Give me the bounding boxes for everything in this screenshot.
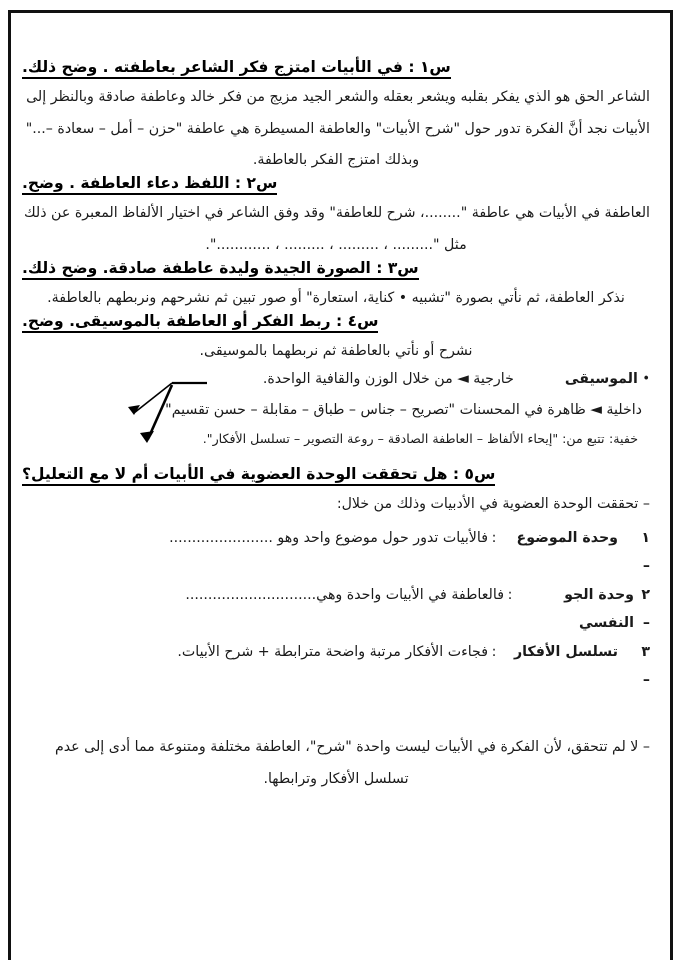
page-border-top (8, 10, 673, 13)
question-1-answer-line-2: الأبيات نجد أنَّ الفكرة تدور حول "شرح الأبيات" والعاطفة المسيطرة هي عاطفة "حزن – أمل – سعادة –..." (25, 120, 650, 137)
diagram-row-external (263, 369, 650, 387)
question-3-heading-text: س٣ : الصورة الجيدة وليدة عاطفة صادقة. وضح ذلك. (22, 259, 419, 280)
page-border-right (670, 10, 673, 960)
list-item-1-desc: فالأبيات تدور حول موضوع واحد وهو ....................... (169, 529, 488, 546)
list-item-2-index: ٢ – (641, 586, 650, 632)
question-2-heading (22, 174, 650, 197)
music-branch-diagram (22, 369, 650, 465)
question-5-heading (22, 465, 650, 488)
list-item-2-desc: فالعاطفة في الأبيات واحدة وهي............................. (185, 586, 504, 603)
question-2-heading-text: س٢ : اللفظ دعاء العاطفة . وضح. (22, 174, 277, 195)
question-5-answer-line-1: – تحققت الوحدة العضوية في الأدبيات وذلك من خلال: (336, 496, 650, 512)
question-1-answer-line-1: الشاعر الحق هو الذي يفكر بقلبه ويشعر بعقله والشعر الجيد مزيج من فكر خالد وعاطفة صادقة وبالنظر إلى (26, 89, 650, 105)
list-item-3-colon: : (491, 643, 497, 660)
diagram-row-hidden (203, 431, 638, 447)
question-3-heading-wrap (22, 259, 650, 282)
diagram-branch-2-detail: ظاهرة في المحسنات "تصريح – جناس – طباق – مقابلة – حسن تقسيم" (165, 402, 586, 418)
diagram-root-label: الموسيقى (564, 371, 638, 387)
question-1-heading-wrap (22, 58, 650, 81)
bullet-icon: • (642, 371, 650, 387)
diagram-branch-1-detail: من خلال الوزن والقافية الواحدة. (262, 371, 453, 387)
question-4-heading-wrap (22, 312, 650, 335)
document-content (22, 58, 650, 793)
question-4-heading-text: س٤ : ربط الفكر أو العاطفة بالموسيقى. وضح. (22, 312, 378, 333)
question-4-heading (22, 312, 650, 335)
question-3-heading (22, 259, 650, 282)
list-item-1-index: ١ – (641, 529, 650, 575)
question-1-heading (22, 58, 650, 81)
diagram-row-internal (165, 400, 642, 418)
list-item-3-term: تسلسل الأفكار (513, 643, 618, 660)
list-item (22, 638, 650, 695)
question-5-conclusion (22, 734, 650, 793)
organic-unity-list (22, 524, 650, 694)
left-arrow-icon-2: ◄ (590, 400, 602, 418)
question-5-tail-line-1: – لا لم تتحقق، لأن الفكرة في الأبيات ليست واحدة "شرح"، العاطفة مختلفة ومتنوعة مما أدى إلى عدم (54, 739, 650, 756)
left-arrow-icon-1: ◄ (457, 369, 469, 387)
question-1-heading-text: س١ : في الأبيات امتزج فكر الشاعر بعاطفته . وضح ذلك. (22, 58, 451, 79)
question-5-tail-line-2: تسلسل الأفكار وترابطها. (263, 771, 409, 788)
diagram-branch-2-name: داخلية (606, 402, 642, 418)
diagram-branch-3-name: خفية: (609, 431, 638, 446)
question-1-answer-line-3: وبذلك امتزج الفكر بالعاطفة. (252, 152, 420, 169)
question-2-answer-line-1: العاطفة في الأبيات هي عاطفة "........، شرح للعاطفة" وقد وفق الشاعر في اختيار الألفاظ المعبرة عن ذلك (23, 205, 650, 222)
question-5-heading-wrap (22, 465, 650, 488)
list-item (22, 524, 650, 581)
list-item-2-term: وحدة الجو النفسي (564, 586, 634, 632)
question-2-answer-line-2: مثل "......... ، ......... ، ......... ، ............". (205, 237, 467, 254)
list-item-3-index: ٣ – (641, 643, 650, 689)
diagram-branch-1-name: خارجية (473, 371, 514, 387)
list-item-1-colon: : (491, 529, 497, 546)
list-item-2-colon: : (507, 586, 513, 603)
question-5-heading-text: س٥ : هل تحققت الوحدة العضوية في الأبيات أم لا مع التعليل؟ (22, 465, 495, 486)
page-border-left (8, 10, 11, 960)
list-item-1-term: وحدة الموضوع (516, 529, 618, 546)
question-3-answer-line-1: نذكر العاطفة، ثم نأتي بصورة "تشبيه • كناية، استعارة" أو صور تبين ثم نشرحهم ونربطهم بالعاطفة. (47, 290, 625, 307)
list-item-3-desc: فجاءت الأفكار مرتبة واضحة مترابطة + شرح الأبيات. (177, 643, 488, 660)
question-4-answer-line-1: نشرح أو نأتي بالعاطفة ثم نربطهما بالموسيقى. (199, 343, 473, 360)
question-2-heading-wrap (22, 174, 650, 197)
list-item (22, 581, 650, 638)
diagram-branch-3-detail: تتبع من: "إيحاء الألفاظ – العاطفة الصادقة – روعة التصوير – تسلسل الأفكار". (202, 431, 605, 446)
